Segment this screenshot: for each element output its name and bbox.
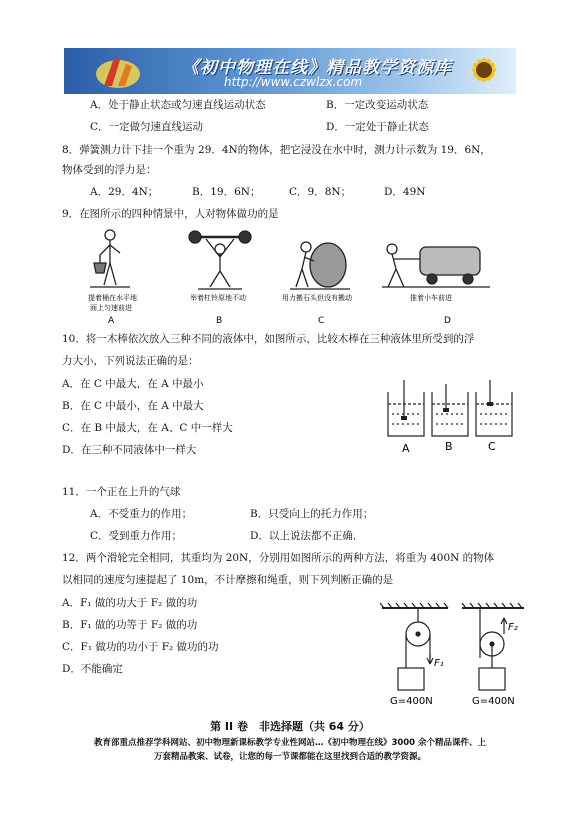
q8-option-d: D．49N [384,186,426,198]
banner-title: 《初中物理在线》精品教学资源库 [182,58,452,78]
figure-label-d: D [444,316,451,325]
q9-figures [70,225,500,325]
q12-stem-line1: 12．两个滑轮完全相同，其重均为 20N，分别用如图所示的两种方法，将重为 400N 的物体 [62,552,495,564]
q10-beakers-figure [382,378,518,458]
caption-b: 举着杠铃原地不动 [190,294,246,302]
q12-pulley-figure [378,600,528,710]
figure-label-c: C [318,316,325,325]
site-logo-icon [94,52,142,90]
q7-option-b: B．一定改变运动状态 [326,99,429,111]
footer-line2: 万套精品教案、试卷，让您的每一节课都能在这里找到合适的教学资源。 [153,752,426,762]
beaker-label-a: A [402,442,410,455]
q10-stem-line1: 10．将一木棒依次放入三种不同的液体中，如图所示，比较木棒在三种液体里所受到的浮 [62,333,475,345]
q11-stem: 11．一个正在上升的气球 [62,486,181,498]
q11-option-a: A．不受重力的作用； [90,508,193,520]
header-banner [64,48,516,94]
force-f1-label: F₁ [434,658,444,669]
q11-option-b: B．只受向上的托力作用； [250,508,374,520]
force-f2-label: F₂ [508,622,518,633]
caption-a-line2: 面上匀速前进 [90,304,132,312]
q8-option-b: B．19．6N； [192,186,261,198]
q7-option-a: A．处于静止状态或匀速直线运动状态 [90,99,266,111]
q10-option-b: B．在 C 中最小，在 A 中最大 [62,400,204,412]
q10-option-c: C．在 B 中最大，在 A、C 中一样大 [62,422,233,434]
q11-option-c: C．受到重力作用； [90,530,183,542]
caption-c: 用力搬石头但没有搬动 [282,294,352,302]
beaker-label-c: C [488,440,496,453]
q12-option-c: C．F₁ 做功的功小于 F₂ 做功的功 [62,641,219,653]
q10-option-a: A．在 C 中最大，在 A 中最小 [62,378,204,390]
q7-option-d: D．一定处于静止状态 [326,121,429,133]
banner-url: http://www.czwlzx.com [224,75,363,89]
caption-d: 推着小车前进 [410,294,452,302]
figure-push-cart [382,244,490,287]
q11-option-d: D．以上说法都不正确． [250,530,364,542]
q10-stem-line2: 力大小，下列说法正确的是： [62,355,199,367]
q12-stem-line2: 以相同的速度匀速提起了 10m，不计摩擦和绳重，则下列判断正确的是 [62,574,394,586]
figure-label-a: A [108,316,115,325]
footer-line1: 教育部重点推荐学科网站、初中物理新课标教学专业性网站…《初中物理在线》3000 余个精品课件、上 [93,738,487,748]
caption-a-line1: 提着桶在水平地 [88,294,137,302]
q7-option-c: C．一定做匀速直线运动 [90,121,204,133]
section-title: 第 II 卷 非选择题（共 64 分） [210,720,370,733]
q12-option-d: D．不能确定 [62,663,123,675]
q8-stem-line1: 8．弹簧测力计下挂一个重为 29．4N的物体，把它浸没在水中时，测力计示数为 19．6N， [62,144,491,156]
q12-option-b: B．F₁ 做的功等于 F₂ 做的功 [62,619,198,631]
figure-push-rock [290,242,350,289]
figure-carry-bucket [90,230,130,287]
q9-stem: 9．在图所示的四种情景中，人对物体做功的是 [62,208,279,220]
beaker-label-b: B [445,440,453,453]
q8-option-a: A．29．4N； [90,186,159,198]
q8-stem-line2: 物体受到的浮力是： [62,164,157,176]
figure-weightlifter [189,231,251,289]
sunflower-icon [452,48,512,94]
figure-label-b: B [216,316,223,325]
q8-option-c: C．9．8N； [289,186,352,198]
weight-label-1: G=400N [390,696,433,707]
q10-option-d: D．在三种不同液体中一样大 [62,444,197,456]
q12-option-a: A．F₁ 做的功大于 F₂ 做的功 [62,597,198,609]
weight-label-2: G=400N [472,696,515,707]
